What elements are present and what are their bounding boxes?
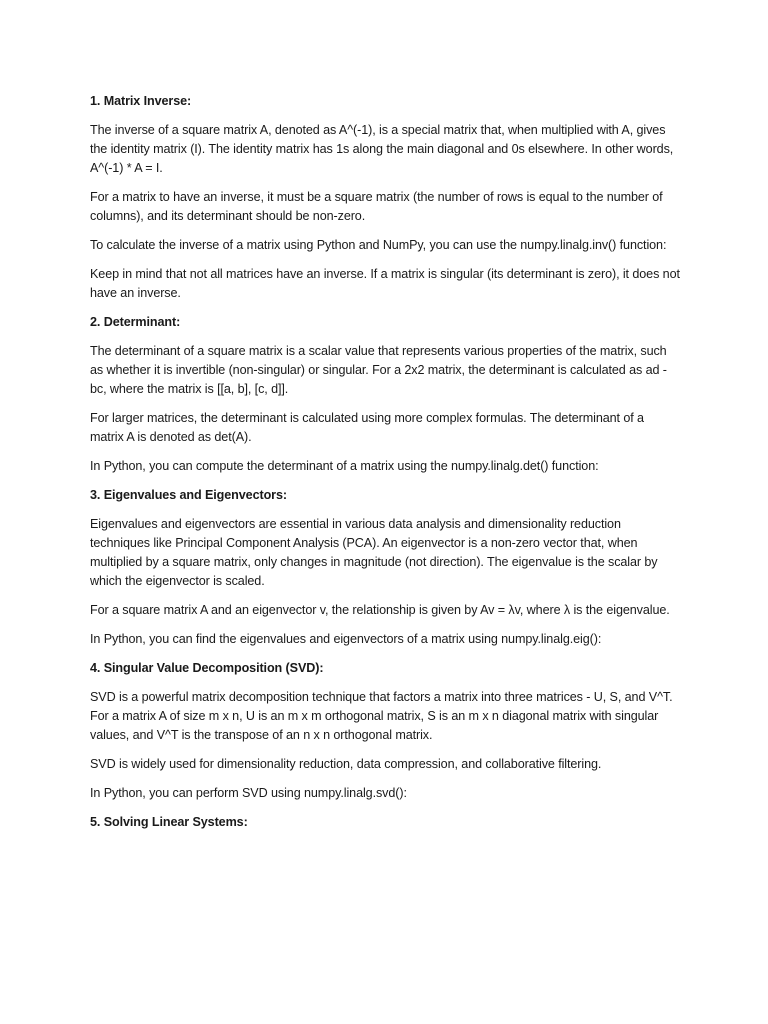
paragraph: SVD is a powerful matrix decomposition technique that factors a matrix into three matrices - U, S, and V^T. For a matrix A of size m x n, U is an m x m orthogonal matrix, S is an m x n diagonal matrix with singular values, and V^T is the transpose of an n x n orthogonal matrix. [90, 690, 673, 742]
paragraph: For a matrix to have an inverse, it must be a square matrix (the number of rows is equal to the number of columns), and its determinant should be non-zero. [90, 190, 663, 223]
paragraph: Keep in mind that not all matrices have an inverse. If a matrix is singular (its determinant is zero), it does not have an inverse. [90, 267, 680, 300]
section-heading: 4. Singular Value Decomposition (SVD): [90, 661, 324, 675]
section-eigenvalues [90, 486, 680, 649]
section-determinant [90, 313, 680, 476]
paragraph: To calculate the inverse of a matrix using Python and NumPy, you can use the numpy.linalg.inv() function: [90, 238, 667, 252]
section-heading: 5. Solving Linear Systems: [90, 815, 248, 829]
paragraph: In Python, you can perform SVD using numpy.linalg.svd(): [90, 786, 407, 800]
section-linear-systems [90, 813, 680, 832]
paragraph: SVD is widely used for dimensionality reduction, data compression, and collaborative filtering. [90, 757, 602, 771]
paragraph: In Python, you can find the eigenvalues and eigenvectors of a matrix using numpy.linalg.eig(): [90, 632, 602, 646]
section-heading: 3. Eigenvalues and Eigenvectors: [90, 488, 287, 502]
section-matrix-inverse [90, 92, 680, 303]
section-heading: 2. Determinant: [90, 315, 181, 329]
paragraph: Eigenvalues and eigenvectors are essential in various data analysis and dimensionality reduction techniques like Principal Component Analysis (PCA). An eigenvector is a non-zero vector that, when multiplied by a square matrix, only changes in magnitude (not direction). The eigenvalue is the scalar by which the eigenvector is scaled. [90, 517, 658, 588]
paragraph: For a square matrix A and an eigenvector v, the relationship is given by Av = λv, where λ is the eigenvalue. [90, 603, 670, 617]
paragraph: In Python, you can compute the determinant of a matrix using the numpy.linalg.det() function: [90, 459, 599, 473]
section-svd [90, 659, 680, 803]
document-page [90, 92, 680, 842]
paragraph: The determinant of a square matrix is a scalar value that represents various properties of the matrix, such as whether it is invertible (non-singular) or singular. For a 2x2 matrix, the determinant is calculated as ad - bc, where the matrix is [[a, b], [c, d]]. [90, 344, 667, 396]
paragraph: The inverse of a square matrix A, denoted as A^(-1), is a special matrix that, when multiplied with A, gives the identity matrix (I). The identity matrix has 1s along the main diagonal and 0s elsewhere. In other words, A^(-1) * A = I. [90, 123, 674, 175]
section-heading: 1. Matrix Inverse: [90, 94, 192, 108]
paragraph: For larger matrices, the determinant is calculated using more complex formulas. The determinant of a matrix A is denoted as det(A). [90, 411, 644, 444]
